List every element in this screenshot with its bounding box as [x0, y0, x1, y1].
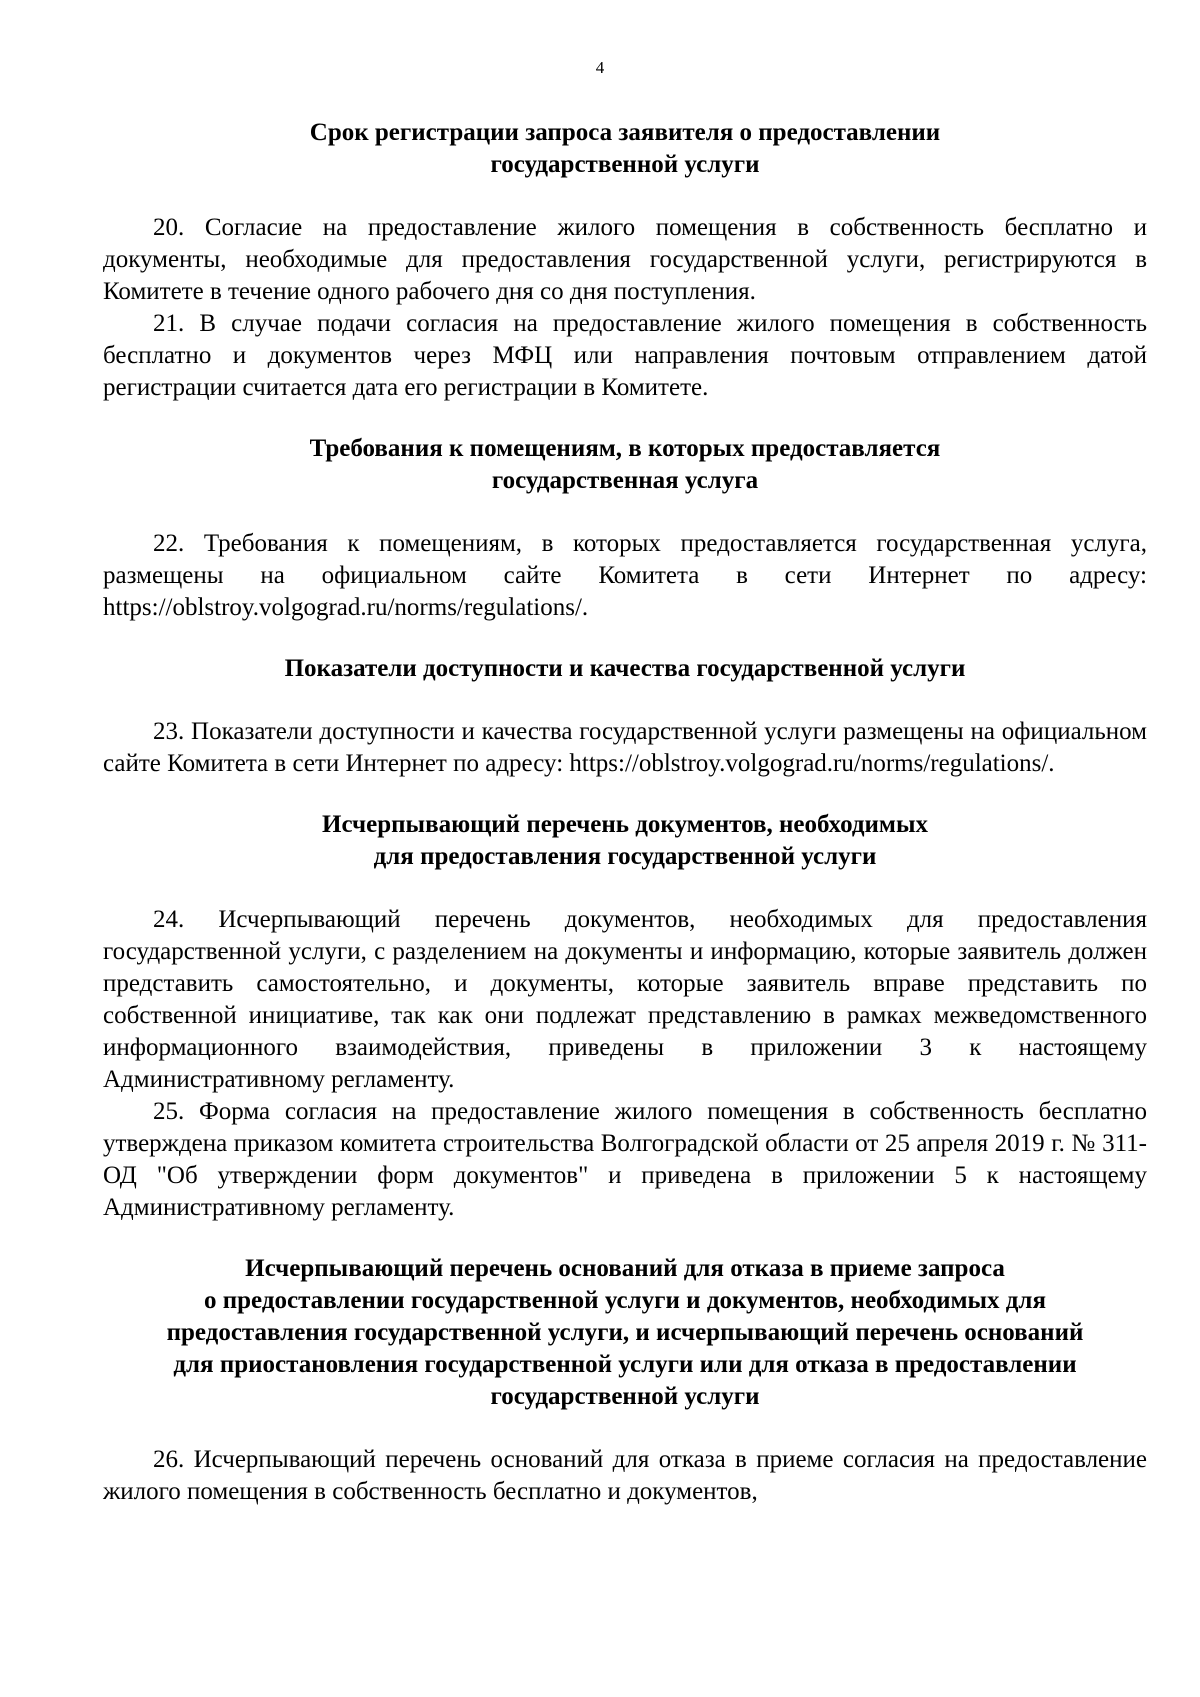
- section-heading-documents: [103, 809, 1147, 873]
- heading-line: Исчерпывающий перечень документов, необходимых: [322, 811, 928, 838]
- heading-line: государственной услуги: [490, 151, 760, 178]
- heading-line: Требования к помещениям, в которых предоставляется: [309, 435, 941, 462]
- paragraph-24: 24. Исчерпывающий перечень документов, необходимых для предоставления государственной услуги, с разделением на документы и информацию, которые заявитель должен представить самостоятельно, и документы, которые заявитель вправе представить по собственной инициативе, так как они подлежат представлению в рамках межведомственного информационного взаимодействия, приведены в приложении 3 к настоящему Административному регламенту.: [103, 906, 1147, 1093]
- heading-line: предоставления государственной услуги, и исчерпывающий перечень оснований: [166, 1319, 1084, 1346]
- paragraph-25: 25. Форма согласия на предоставление жилого помещения в собственность бесплатно утверждена приказом комитета строительства Волгоградской области от 25 апреля 2019 г. № 311-ОД "Об утверждении форм документов" и приведена в приложении 5 к настоящему Административному регламенту.: [103, 1098, 1147, 1221]
- page-number: 4: [595, 58, 605, 77]
- heading-line: Исчерпывающий перечень оснований для отказа в приеме запроса: [245, 1255, 1005, 1282]
- paragraph-26: 26. Исчерпывающий перечень оснований для отказа в приеме согласия на предоставление жилого помещения в собственность бесплатно и документов,: [103, 1446, 1147, 1505]
- heading-line: Показатели доступности и качества государственной услуги: [284, 655, 966, 682]
- heading-line: Срок регистрации запроса заявителя о предоставлении: [309, 119, 941, 146]
- paragraph-23: 23. Показатели доступности и качества государственной услуги размещены на официальном сайте Комитета в сети Интернет по адресу: https://oblstroy.volgograd.ru/norms/regulations/.: [103, 718, 1147, 777]
- section-heading-registration: [103, 117, 1147, 181]
- paragraph-20: 20. Согласие на предоставление жилого помещения в собственность бесплатно и документы, необходимые для предоставления государственной услуги, регистрируются в Комитете в течение одного рабочего дня со дня поступления.: [103, 214, 1147, 305]
- heading-line: государственная услуга: [491, 467, 759, 494]
- heading-line: государственной услуги: [490, 1383, 760, 1410]
- paragraph-22: 22. Требования к помещениям, в которых предоставляется государственная услуга, размещены на официальном сайте Комитета в сети Интернет по адресу: https://oblstroy.volgograd.ru/norms/regulations/.: [103, 530, 1147, 621]
- section-heading-premises: [103, 433, 1147, 497]
- document-body: [103, 117, 1147, 1508]
- section-heading-quality: [103, 653, 1147, 685]
- paragraph-21: 21. В случае подачи согласия на предоставление жилого помещения в собственность бесплатно и документов через МФЦ или направления почтовым отправлением датой регистрации считается дата его регистрации в Комитете.: [103, 310, 1147, 401]
- section-heading-refusal-grounds: [103, 1253, 1147, 1413]
- heading-line: для предоставления государственной услуги: [373, 843, 877, 870]
- heading-line: о предоставлении государственной услуги и документов, необходимых для: [204, 1287, 1046, 1314]
- heading-line: для приостановления государственной услуги или для отказа в предоставлении: [173, 1351, 1077, 1378]
